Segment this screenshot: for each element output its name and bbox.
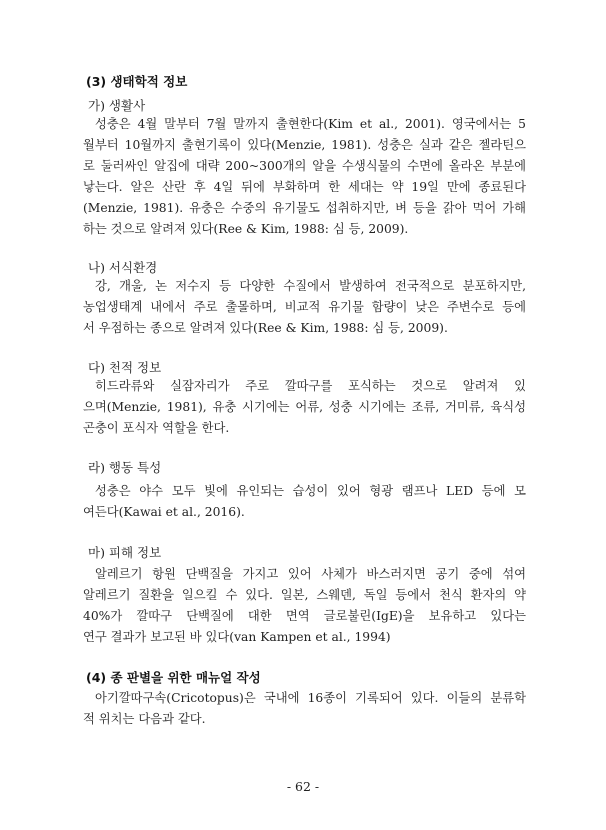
section-4-heading: (4) 종 판별을 위한 매뉴얼 작성: [86, 670, 261, 685]
paragraph-line: 성충은 야수 모두 빛에 유인되는 습성이 있어 형광 램프나 LED 등에 모: [95, 484, 526, 498]
paragraph-line: 여든다(Kawai et al., 2016).: [83, 505, 245, 519]
subsection-damage-title: 마) 피해 정보: [88, 545, 162, 560]
damage-paragraph: [83, 564, 526, 648]
paragraph-line: 으며(Menzie, 1981), 유충 시기에는 어류, 성충 시기에는 조류, 거미류, 육식성: [83, 400, 526, 414]
paragraph-line: 서 우점하는 종으로 알려져 있다(Ree & Kim, 1988: 심 등, 2009).: [83, 321, 448, 335]
paragraph-line: 곤충이 포식자 역할을 한다.: [83, 421, 230, 435]
paragraph-line: 알레르기 항원 단백질을 가지고 있어 사체가 바스러지면 공기 중에 섞여: [95, 567, 526, 581]
paragraph-line: 낳는다. 알은 산란 후 4일 뒤에 부화하며 한 세대는 약 19일 만에 종료된다: [83, 180, 526, 194]
subsection-habitat-title: 나) 서식환경: [88, 260, 158, 275]
subsection-behavior-title: 라) 행동 특성: [88, 460, 162, 475]
paragraph-line: (Menzie, 1981). 유충은 수중의 유기물도 섭취하지만, 벼 등을 갉아 먹어 가해: [83, 201, 526, 215]
life-history-paragraph: [83, 114, 526, 240]
paragraph-line: 월부터 10월까지 출현기록이 있다(Menzie, 1981). 성충은 실과 같은 젤라틴으: [83, 138, 526, 152]
behavior-paragraph: [83, 481, 526, 523]
section-3-heading: (3) 생태학적 정보: [86, 74, 188, 89]
paragraph-line: 강, 개울, 논 저수지 등 다양한 수질에서 발생하여 전국적으로 분포하지만,: [95, 279, 526, 293]
paragraph-line: 40%가 깔따구 단백질에 대한 면역 글로불린(IgE)을 보유하고 있다는: [83, 609, 526, 623]
paragraph-line: 아기깔따구속(Cricotopus)은 국내에 16종이 기록되어 있다. 이들의 분류학: [95, 691, 526, 705]
paragraph-line: 적 위치는 다음과 같다.: [83, 712, 206, 726]
natural-enemies-paragraph: [83, 376, 526, 439]
paragraph-line: 하는 것으로 알려져 있다(Ree & Kim, 1988: 심 등, 2009).: [83, 222, 409, 236]
subsection-natural-enemies-title: 다) 천적 정보: [88, 360, 162, 375]
paragraph-line: 성충은 4월 말부터 7월 말까지 출현한다(Kim et al., 2001). 영국에서는 5: [95, 117, 526, 131]
paragraph-line: 연구 결과가 보고된 바 있다(van Kampen et al., 1994): [83, 630, 391, 644]
manual-paragraph: [83, 688, 526, 730]
subsection-life-history-title: 가) 생활사: [88, 98, 146, 113]
paragraph-line: 알레르기 질환을 일으킬 수 있다. 일본, 스웨덴, 독일 등에서 천식 환자의 약: [83, 588, 526, 602]
paragraph-line: 히드라류와 실잠자리가 주로 깔따구를 포식하는 것으로 알려져 있: [95, 379, 526, 393]
paragraph-line: 로 둘러싸인 알집에 대략 200~300개의 알을 수생식물의 수면에 올라온 부분에: [83, 159, 526, 173]
paragraph-line: 농업생태계 내에서 주로 출몰하며, 비교적 유기물 함량이 낮은 주변수로 등에: [83, 300, 526, 314]
page-number: - 62 -: [286, 779, 320, 794]
habitat-paragraph: [83, 276, 526, 339]
